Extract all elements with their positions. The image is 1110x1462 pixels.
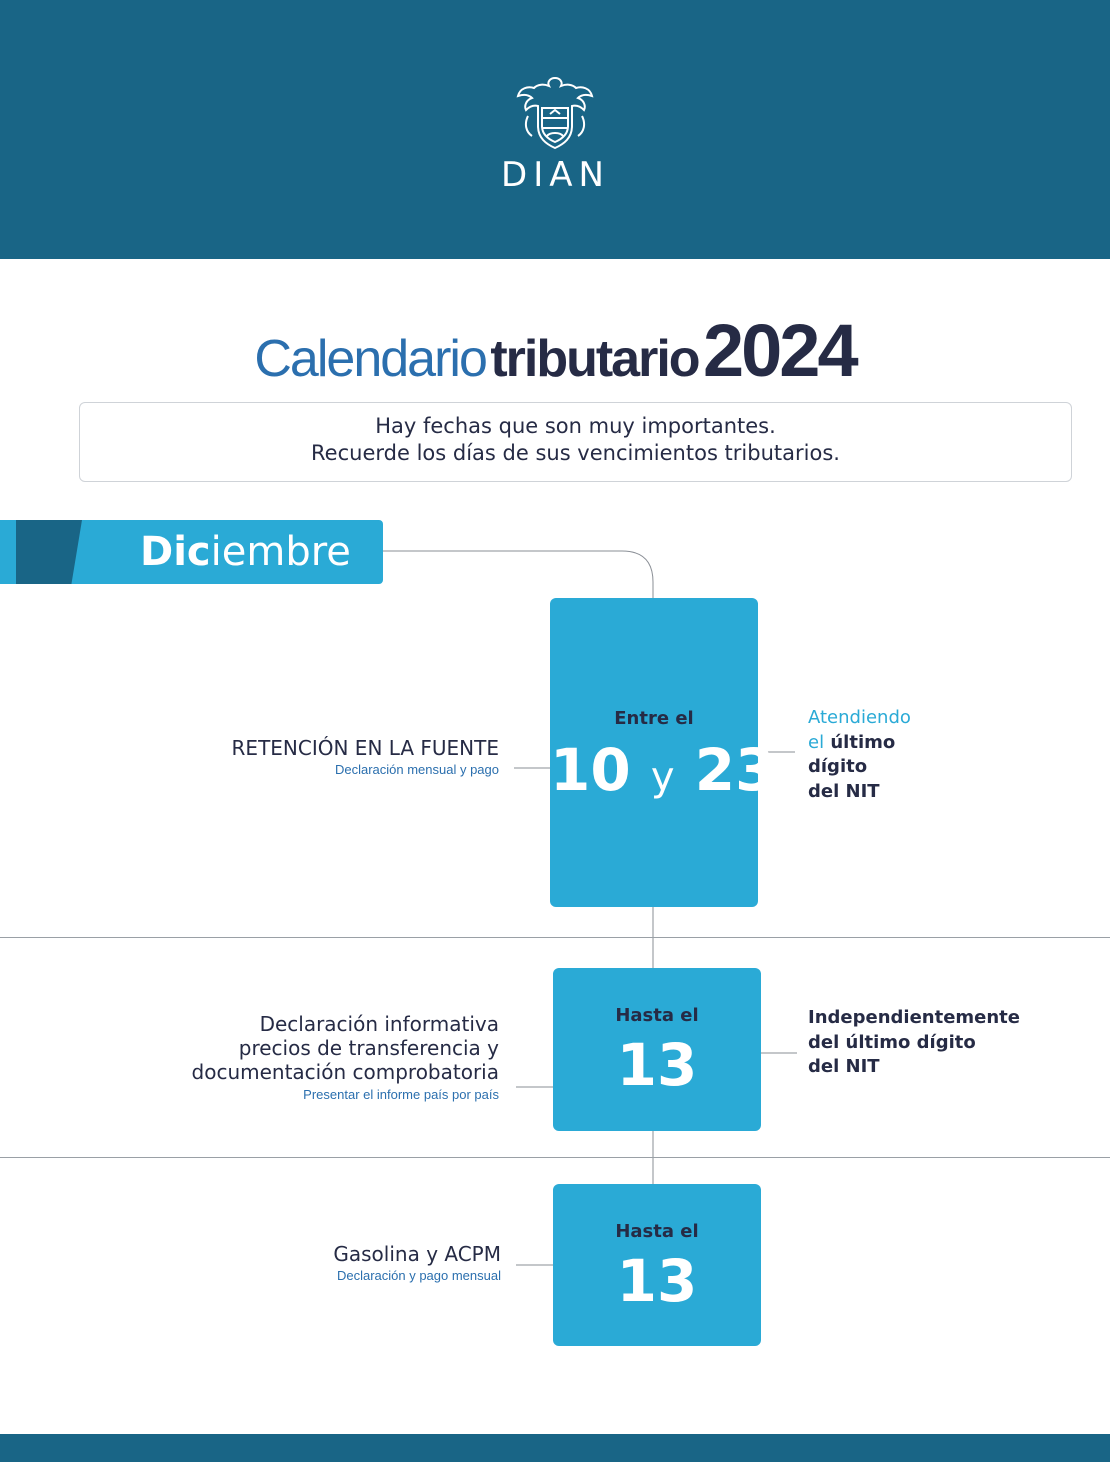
month-label-rest: iembre [210, 529, 351, 575]
dian-logo-text: DIAN [501, 155, 610, 195]
footer-bar [0, 1434, 1110, 1462]
item-2-date-prefix: Hasta el [615, 1005, 699, 1026]
item-1-date-box [550, 598, 776, 907]
item-2-date: 13 [616, 1031, 698, 1099]
item-1-note-light-2: el [808, 731, 825, 753]
item-1-note-bold-2: último [830, 731, 896, 753]
item-2-title-line-1: Declaración informativa [259, 1012, 499, 1036]
item-1-date-joiner: y [650, 754, 675, 800]
item-1-date-prefix: Entre el [614, 708, 694, 729]
item-1-note-line-1: Atendiendo [808, 707, 911, 728]
item-1-date-from: 10 [550, 736, 631, 804]
item-3-title [333, 1242, 501, 1266]
item-2-note-line-2: del último dígito [808, 1031, 976, 1053]
item-2-note [808, 1006, 1020, 1080]
item-3-date-prefix: Hasta el [615, 1221, 699, 1242]
item-1-note [808, 706, 911, 804]
item-1-title [232, 736, 499, 760]
item-2-subtitle: Presentar el informe país por país [303, 1087, 499, 1102]
item-3-date-box [553, 1184, 761, 1346]
title-part-tributario: tributario [490, 330, 699, 388]
month-label-bold: Dic [140, 529, 211, 575]
subtitle-line-2: Recuerde los días de sus vencimientos tributarios. [311, 441, 840, 465]
item-2-date-box [553, 968, 761, 1131]
item-1-note-line-3: dígito [808, 756, 868, 777]
item-2-title-line-3: documentación comprobatoria [191, 1060, 499, 1084]
item-3-subtitle: Declaración y pago mensual [336, 1268, 501, 1283]
item-3-date: 13 [616, 1247, 698, 1315]
item-2-note-line-1: Independientemente [808, 1007, 1020, 1028]
subtitle-line-1: Hay fechas que son muy importantes. [375, 414, 776, 438]
item-1-note-line-4: del NIT [808, 780, 880, 802]
title-year: 2024 [703, 309, 856, 392]
item-2-note-line-3: del NIT [808, 1056, 880, 1077]
item-1-date-range [550, 736, 776, 809]
title-part-calendario: Calendario [254, 330, 486, 388]
item-2-title [192, 1012, 499, 1084]
item-2-title-line-2: precios de transferencia y [238, 1036, 499, 1060]
item-1-subtitle: Declaración mensual y pago [334, 762, 499, 777]
item-1-title-line: RETENCIÓN EN LA FUENTE [231, 736, 499, 760]
item-3-title-line: Gasolina y ACPM [333, 1242, 501, 1266]
item-1-date-to: 23 [694, 736, 776, 804]
